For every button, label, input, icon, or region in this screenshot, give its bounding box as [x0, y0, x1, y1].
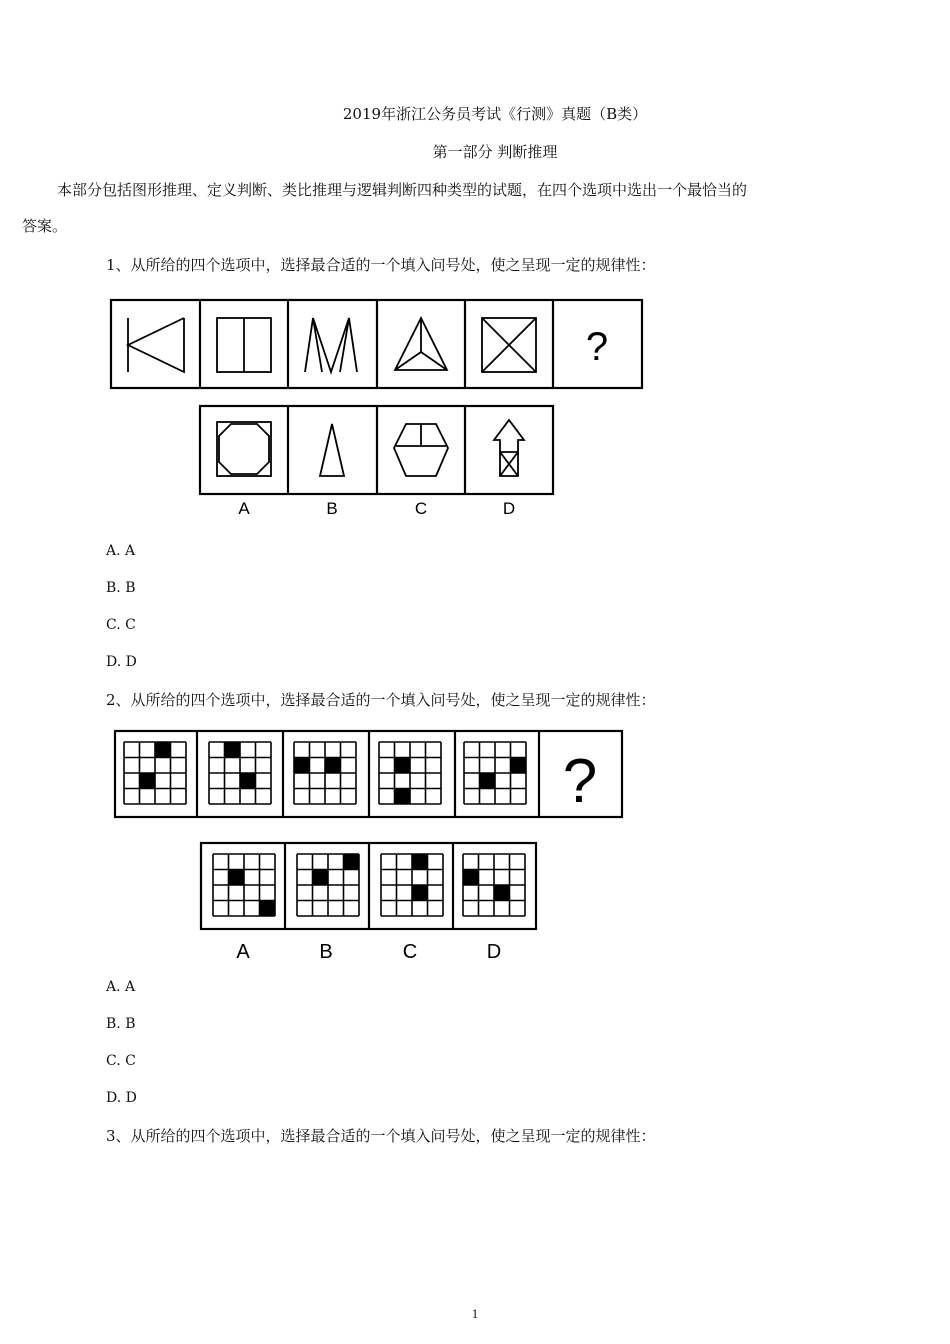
q1-label-b: B [326, 499, 338, 518]
q2-filled-cell [294, 758, 310, 774]
q2-filled-cell [240, 773, 256, 789]
q2-filled-cell [395, 758, 411, 774]
q2-filled-cell [480, 773, 496, 789]
q2-filled-cell [412, 885, 428, 901]
q2-option-b-grid [297, 854, 359, 916]
question-1-stem: 1、从所给的四个选项中，选择最合适的一个填入问号处，使之呈现一定的规律性： [106, 256, 656, 274]
q1-label-c: C [414, 499, 428, 518]
q2-filled-cell [494, 885, 510, 901]
q2-option-d-grid [463, 854, 525, 916]
q2-option-b[interactable]: B. B [106, 1016, 136, 1032]
intro-text-line-1: 本部分包括图形推理、定义判断、类比推理与逻辑判断四种类型的试题，在四个选项中选出一个最恰当的 [57, 181, 748, 199]
q2-stem-grid-3 [294, 742, 356, 804]
q2-question-mark: ? [562, 747, 598, 816]
q2-filled-cell [325, 758, 341, 774]
q2-option-a-grid [213, 854, 275, 916]
q1-question-mark: ? [585, 325, 609, 369]
q2-filled-cell [140, 773, 156, 789]
intro-text-line-2: 答案。 [22, 217, 68, 235]
q2-stem-grid-2 [209, 742, 271, 804]
q2-filled-cell [155, 742, 171, 758]
q2-filled-cell [313, 870, 329, 886]
question-2-stem: 2、从所给的四个选项中，选择最合适的一个填入问号处，使之呈现一定的规律性： [106, 691, 656, 709]
q1-option-b[interactable]: B. B [106, 580, 136, 596]
q1-option-d[interactable]: D. D [106, 654, 137, 670]
q2-label-c: C [402, 941, 418, 963]
q2-filled-cell [225, 742, 241, 758]
q2-stem-grid-4 [379, 742, 441, 804]
q2-filled-cell [463, 870, 479, 886]
q2-filled-cell [344, 854, 360, 870]
question-3-stem: 3、从所给的四个选项中，选择最合适的一个填入问号处，使之呈现一定的规律性： [106, 1127, 656, 1145]
q1-option-c[interactable]: C. C [106, 617, 136, 633]
q2-filled-cell [260, 901, 276, 917]
q2-label-d: D [486, 941, 502, 963]
q2-label-b: B [319, 941, 333, 963]
q2-option-a[interactable]: A. A [106, 979, 136, 995]
section-heading: 第一部分 判断推理 [432, 143, 558, 161]
q2-stem-grid-1 [124, 742, 186, 804]
q2-option-d[interactable]: D. D [106, 1090, 137, 1106]
q2-label-a: A [236, 941, 250, 963]
q1-option-a[interactable]: A. A [106, 543, 136, 559]
page-number: 1 [471, 1306, 479, 1321]
q2-option-c[interactable]: C. C [106, 1053, 136, 1069]
q1-label-d: D [502, 499, 516, 518]
q2-filled-cell [412, 854, 428, 870]
q2-filled-cell [511, 758, 527, 774]
q2-filled-cell [229, 870, 245, 886]
q1-label-a: A [238, 499, 250, 518]
document-title: 2019年浙江公务员考试《行测》真题（B类） [342, 105, 648, 123]
q2-option-c-grid [381, 854, 443, 916]
q2-stem-grid-5 [464, 742, 526, 804]
q2-filled-cell [395, 789, 411, 805]
